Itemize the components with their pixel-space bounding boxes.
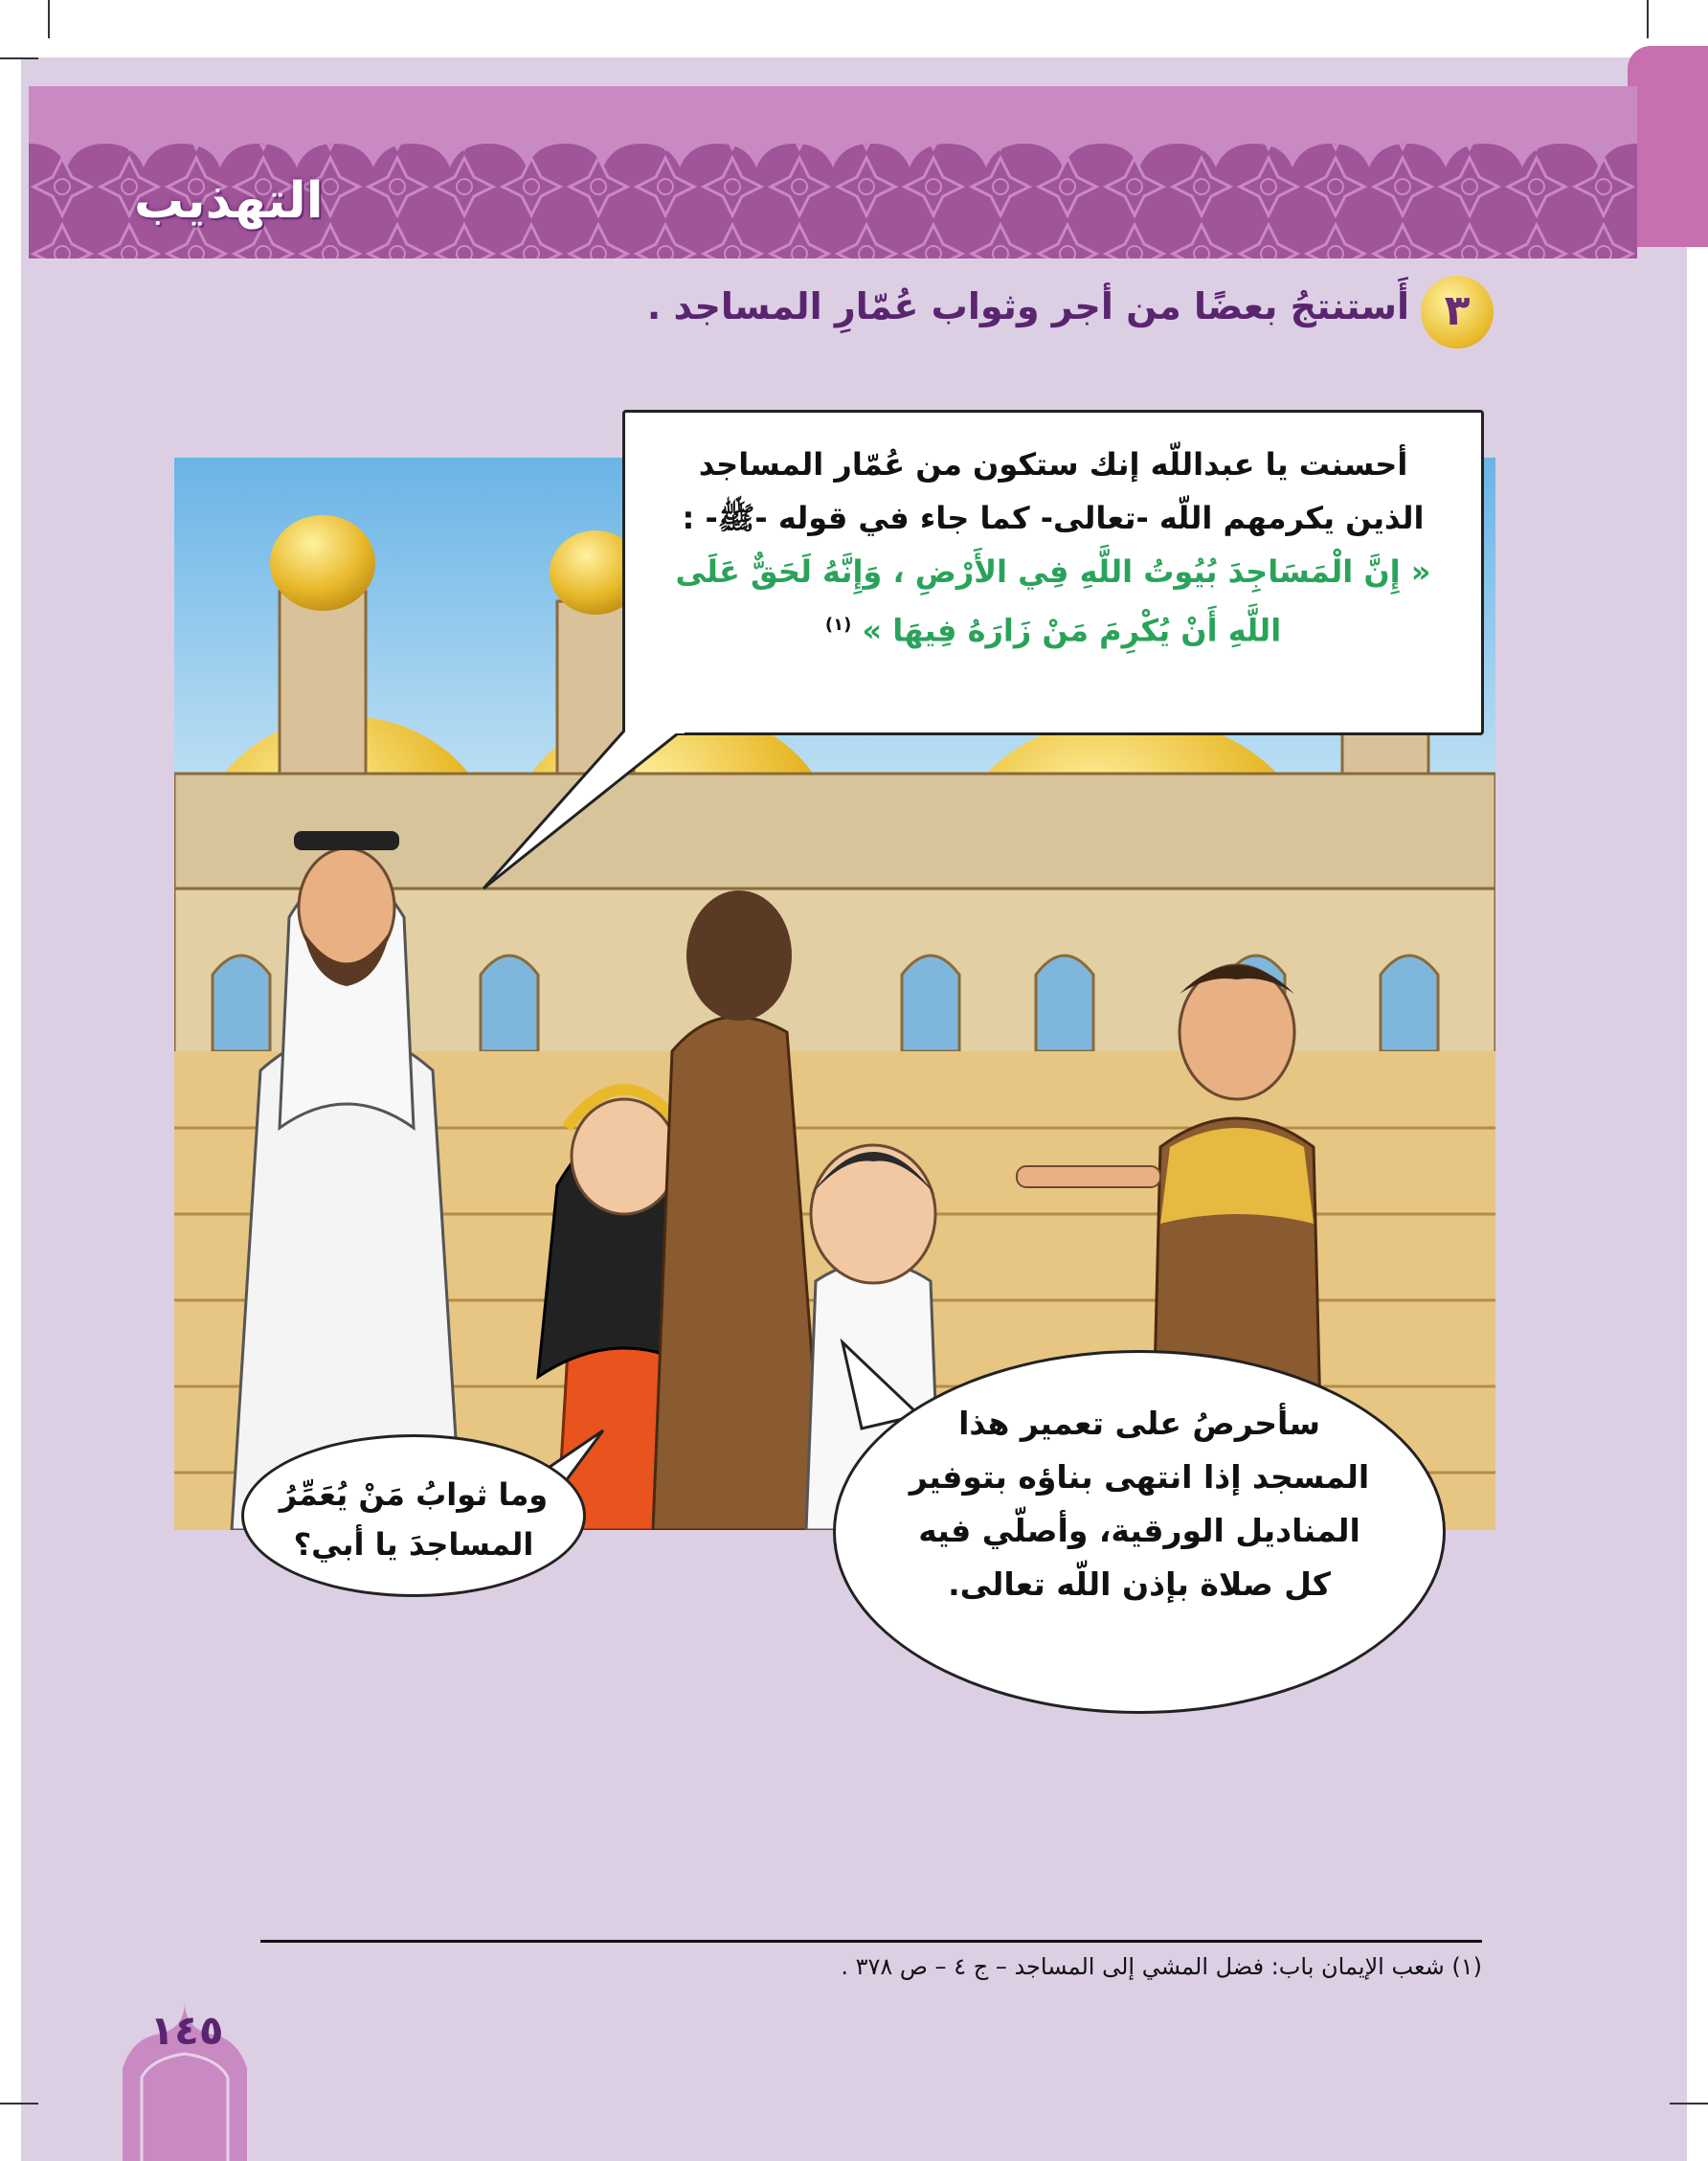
- question-row: [574, 270, 1532, 347]
- girl-speech-line: وما ثوابُ مَنْ يُعَمِّرُ: [279, 1476, 549, 1513]
- father-speech-line: الذين يكرمهم اللّه -تعالى- كما جاء في قوله -ﷺ- :: [682, 500, 1425, 536]
- crop-mark: [48, 0, 50, 38]
- boy-speech-line: سأحرصُ على تعمير هذا: [958, 1405, 1320, 1442]
- crop-mark: [0, 2103, 38, 2105]
- question-text: أَستنتجُ بعضًا من أجر وثواب عُمّارِ المساجد .: [646, 285, 1409, 327]
- hadith-line: اللَّهِ أَنْ يُكْرِمَ مَنْ زَارَهُ فِيهَا »: [862, 612, 1282, 649]
- father-speech-bubble: [622, 410, 1484, 735]
- section-title: التهذيب: [134, 172, 324, 230]
- crop-mark: [0, 57, 38, 59]
- girl-speech-line: المساجدَ يا أبي؟: [293, 1526, 534, 1563]
- footnote-marker: (١): [824, 615, 852, 635]
- hadith-line: « إِنَّ الْمَسَاجِدَ بُيُوتُ اللَّهِ فِي الأَرْضِ ، وَإِنَّهُ لَحَقٌّ عَلَى: [675, 553, 1431, 590]
- boy-speech-line: المناديل الورقية، وأصلّي فيه: [918, 1512, 1360, 1549]
- girl-speech-bubble: [241, 1434, 586, 1597]
- footnote: (١) شعب الإيمان باب: فضل المشي إلى المساجد – ج ٤ – ص ٣٧٨ .: [841, 1953, 1482, 1980]
- question-number-badge: ٣: [1421, 276, 1494, 349]
- father-speech-line: أحسنت يا عبداللّه إنك ستكون من عُمّار المساجد: [698, 446, 1408, 483]
- footnote-divider: [260, 1940, 1482, 1943]
- boy-speech-line: كل صلاة بإذن اللّه تعالى.: [948, 1565, 1331, 1603]
- side-tab: [1628, 46, 1708, 247]
- crop-mark: [1647, 0, 1649, 38]
- boy-speech-bubble: [833, 1350, 1446, 1714]
- father-bubble-tail: [474, 728, 685, 890]
- page-number: ١٤٥: [149, 2007, 224, 2054]
- crop-mark: [1670, 2103, 1708, 2105]
- boy-speech-line: المسجد إذا انتهى بناؤه بتوفير: [909, 1458, 1370, 1496]
